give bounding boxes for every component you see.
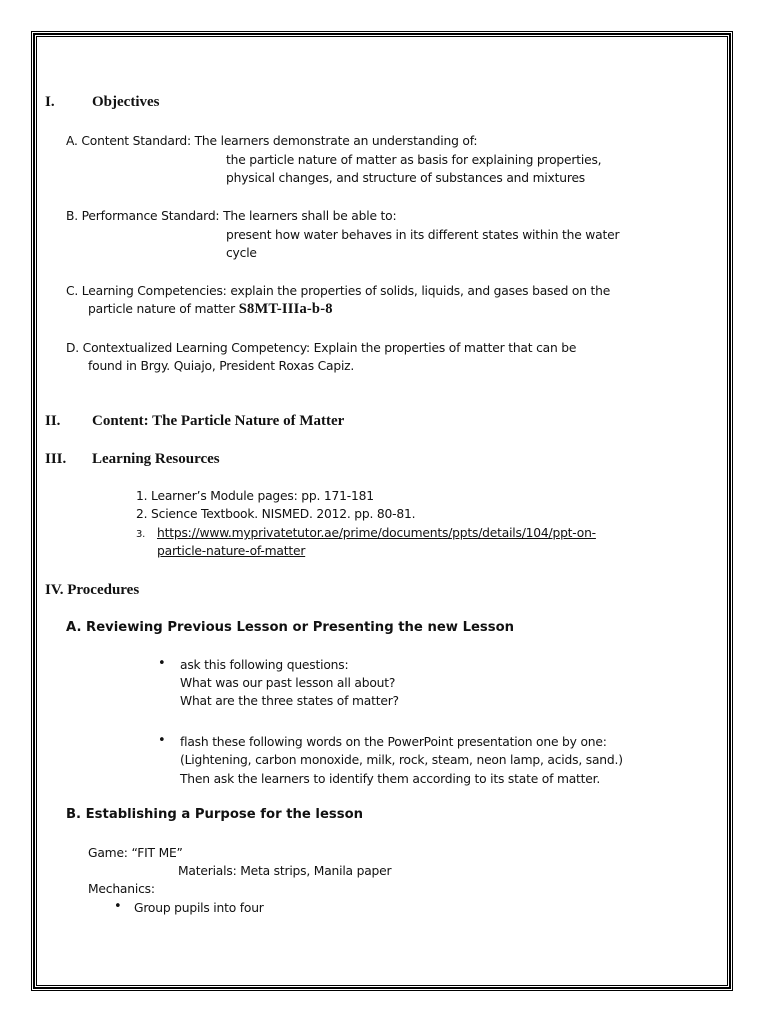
resource-item-3-continued — [157, 543, 305, 559]
content-standard-line2: physical changes, and structure of substances and mixtures — [226, 171, 586, 185]
resource-item-3 — [136, 525, 596, 543]
resource-item-2: 2. Science Textbook. NISMED. 2012. pp. 80-81. — [136, 507, 416, 521]
section-number: III. — [45, 451, 67, 467]
bullet-icon: • — [114, 899, 122, 914]
contextualized-competency-line1: D. Contextualized Learning Competency: Explain the properties of matter that can be — [66, 341, 577, 355]
procedure-a-bullet2-line2: (Lightening, carbon monoxide, milk, rock, steam, neon lamp, acids, sand.) — [180, 753, 623, 767]
content-standard-lead: A. Content Standard: The learners demonstrate an understanding of: — [66, 134, 478, 148]
learning-competencies-text: particle nature of matter — [88, 302, 236, 316]
bullet-icon: • — [158, 656, 166, 671]
resource-link-continued[interactable]: particle-nature-of-matter — [157, 544, 306, 558]
resource-item-1: 1. Learner’s Module pages: pp. 171-181 — [136, 489, 374, 503]
procedure-a-bullet1-line2: What was our past lesson all about? — [180, 676, 396, 690]
procedure-b-heading: B. Establishing a Purpose for the lesson — [66, 807, 364, 822]
learning-competencies-line1: C. Learning Competencies: explain the properties of solids, liquids, and gases based on the — [66, 284, 611, 298]
section-procedures-heading: IV. Procedures — [45, 582, 140, 598]
section-title: Learning Resources — [92, 451, 220, 467]
section-content-heading — [45, 413, 344, 430]
procedure-a-bullet2-line1: flash these following words on the PowerPoint presentation one by one: — [180, 735, 607, 749]
performance-standard-line1: present how water behaves in its different states within the water — [226, 228, 620, 242]
resource-link[interactable]: https://www.myprivatetutor.ae/prime/documents/ppts/details/104/ppt-on- — [157, 526, 596, 540]
section-title: Content: The Particle Nature of Matter — [92, 413, 345, 429]
procedure-a-bullet1-line1: ask this following questions: — [180, 658, 349, 672]
mechanics-bullet1: Group pupils into four — [134, 901, 264, 915]
section-number: I. — [45, 94, 55, 110]
section-number: II. — [45, 413, 61, 429]
bullet-icon: • — [158, 733, 166, 748]
game-materials: Materials: Meta strips, Manila paper — [178, 864, 392, 878]
section-title: Objectives — [92, 94, 160, 110]
game-name: Game: “FIT ME” — [88, 846, 183, 860]
learning-competencies-line2 — [88, 301, 333, 317]
content-standard-line1: the particle nature of matter as basis for explaining properties, — [226, 153, 602, 167]
competency-code: S8MT-IIIa-b-8 — [238, 301, 333, 317]
procedure-a-bullet1-line3: What are the three states of matter? — [180, 694, 399, 708]
section-resources-heading — [45, 451, 220, 468]
procedure-a-bullet2-line3: Then ask the learners to identify them according to its state of matter. — [180, 772, 601, 786]
game-mechanics-label: Mechanics: — [88, 882, 155, 896]
procedure-a-heading: A. Reviewing Previous Lesson or Presenting the new Lesson — [66, 620, 515, 635]
performance-standard-lead: B. Performance Standard: The learners shall be able to: — [66, 209, 397, 223]
contextualized-competency-line2: found in Brgy. Quiajo, President Roxas Capiz. — [88, 359, 355, 373]
resource-item-3-number: 3. — [136, 529, 146, 540]
section-objectives-heading — [45, 94, 159, 111]
performance-standard-line2: cycle — [226, 246, 257, 260]
